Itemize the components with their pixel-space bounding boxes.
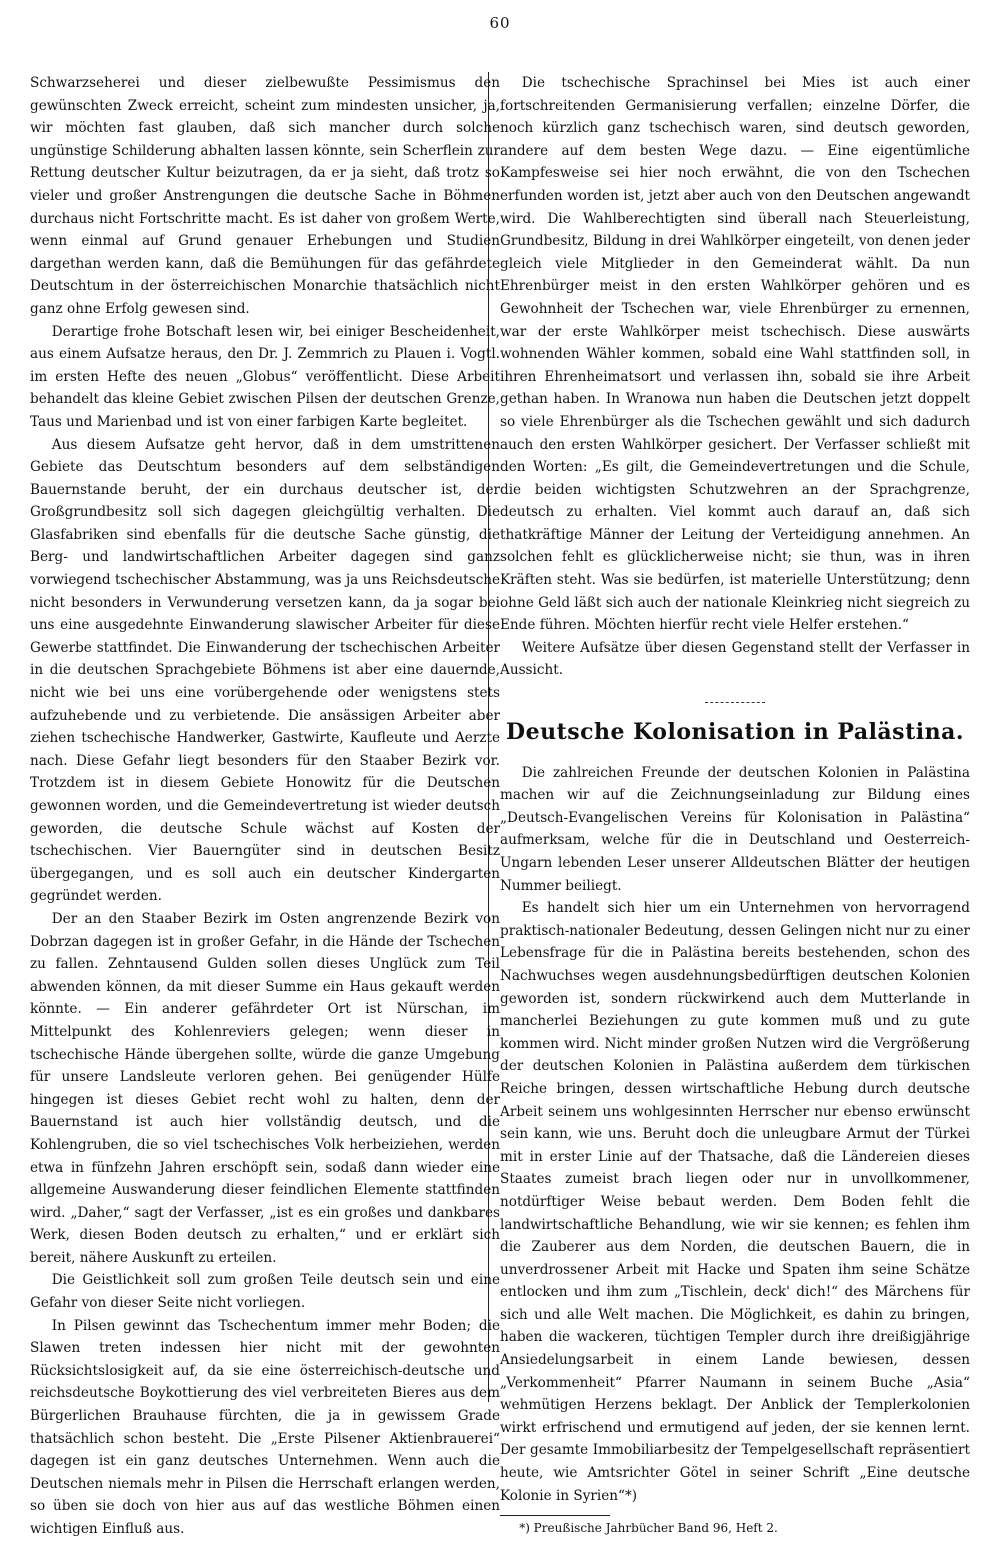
footnote-rule (500, 1515, 610, 1516)
left-paragraph-5: Die Geistlichkeit soll zum großen Teile deutsch sein und eine Gefahr von dieser Seite nicht vorliegen. (30, 1272, 500, 1312)
left-paragraph-6: In Pilsen gewinnt das Tschechentum immer mehr Boden; die Slawen treten indessen hier nicht mit der gewohnten Rücksichtslosigkeit auf, da sie eine österreichisch-deutsche und reichsdeutsche Boykottierung des viel verbreiteten Bieres aus dem Bürgerlichen Brauhause fürchten, die ja in gewissem Grade thatsächlich schon besteht. Die „Erste Pilsener Aktienbrauerei“ dagegen ist ein ganz deutsches Unternehmen. Wenn auch die Deutschen niemals mehr in Pilsen die Herrschaft erlangen werden, so üben sie doch von hier aus auf das westliche Böhmen einen wichtigen Einfluß aus. (30, 1317, 500, 1537)
footnote: *) Preußische Jahrbücher Band 96, Heft 2. (519, 1521, 778, 1536)
right-paragraph-1: Die tschechische Sprachinsel bei Mies ist auch einer fortschreitenden Germanisierung verfallen; einzelne Dörfer, die noch kürzlich ganz tschechisch waren, sind deutsch geworden, andere auf dem besten Wege dazu. — Eine eigentümliche Kampfesweise sei hier noch erwähnt, die von den Tschechen erfunden worden ist, jetzt aber auch von den Deutschen angewandt wird. Die Wahlberechtigten sind überall nach Steuerleistung, Grundbesitz, Bildung in drei Wahlkörper eingeteilt, von denen jeder gleich viele Mitglieder in den Gemeinderat wählt. Da nun Ehrenbürger meist in den ersten Wahlkörper gehören und es Gewohnheit der Tschechen war, viele Ehrenbürger zu ernennen, war der erste Wahlkörper meist tschechisch. Diese auswärts wohnenden Wähler kommen, sobald eine Wahl stattfinden soll, in ihren Ehrenheimatsort und verlassen ihn, sobald sie ihre Arbeit gethan haben. In Wranowa nun haben die Deutschen jetzt doppelt so viele Ehrenbürger als die Tschechen gewählt und sich dadurch auch den ersten Wahlkörper gesichert. Der Verfasser schließt mit den Worten: „Es gilt, die Gemeindevertretungen und die Schule, die beiden wichtigsten Schutzwehren an der Sprachgrenze, deutsch zu erhalten. Viel kommt auch darauf an, daß sich thatkräftige Männer der Leitung der Verteidigung annehmen. An solchen fehlt es glücklicherweise nicht; sie thun, was in ihren Kräften steht. Was sie bedürfen, ist materielle Unterstützung; denn ohne Geld läßt sich auch der nationale Kleinkrieg nicht siegreich zu Ende führen. Möchten hierfür recht viele Helfer erstehen.“ (500, 75, 970, 634)
page-number: 60 (489, 14, 511, 32)
left-column (30, 72, 500, 1541)
right-column (500, 72, 970, 1537)
article-paragraph-1: Die zahlreichen Freunde der deutschen Kolonien in Palästina machen wir auf die Zeichnungseinladung zur Bildung eines „Deutsch-Evangelischen Vereins für Kolonisation in Palästina“ aufmerksam, welche für die in Deutschland und Oesterreich-Ungarn lebenden Leser unserer Alldeutschen Blätter der heutigen Nummer beiliegt. (500, 764, 970, 894)
right-paragraph-2: Weitere Aufsätze über diesen Gegenstand stellt der Verfasser in Aussicht. (500, 639, 970, 679)
left-paragraph-2: Derartige frohe Botschaft lesen wir, bei einiger Bescheidenheit, aus einem Aufsatze heraus, den Dr. J. Zemmrich zu Plauen i. Vogtl. im ersten Hefte des neuen „Globus“ veröffentlicht. Diese Arbeit behandelt das kleine Gebiet zwischen Pilsen der deutschen Grenze, Taus und Marienbad und ist von einer farbigen Karte begleitet. (30, 323, 500, 430)
article-paragraph-2: Es handelt sich hier um ein Unternehmen von hervorragend praktisch-nationaler Bedeutung, dessen Gelingen nicht nur zu einer Lebensfrage für die in Palästina bereits bestehenden, schon des Nachwuchses wegen ausdehnungsbedürftigen deutschen Kolonien geworden ist, sondern rückwirkend auch dem Mutterlande in mancherlei Beziehungen zu gute kommen muß und zu gute kommen wird. Nicht minder großen Nutzen wird die Vergrößerung der deutschen Kolonien in Palästina außerdem dem türkischen Reiche bringen, dessen wirtschaftliche Hebung durch deutsche Arbeit seinem uns wohlgesinnten Herrscher nur ebenso erwünscht sein kann, wie uns. Beruht doch die unleugbare Armut der Türkei mit in erster Linie auf der Thatsache, daß die Ländereien dieses Staates zumeist brach liegen oder nur in unvollkommener, notdürftiger Weise bebaut werden. Dem Boden fehlt die landwirtschaftliche Behandlung, wie wir sie kennen; es fehlen ihm die Zauberer aus dem Norden, die deutschen Bauern, die in unverdrossener Arbeit mit Hacke und Spaten ihm seine Schätze entlocken und ihm zum „Tischlein, deck' dich!“ des Märchens für sich und alle Welt machen. Die Möglichkeit, es dahin zu bringen, haben die wackeren, tüchtigen Templer durch ihre dreißigjährige Ansiedelungsarbeit in einem Lande bewiesen, dessen „Verkommenheit“ Pfarrer Naumann in seinem Buche „Asia“ wehmütigen Herzens beklagt. Der Anblick der Templerkolonien wirkt erfrischend und ermutigend auf jeden, der sie kennen lernt. Der gesamte Immobiliarbesitz der Tempelgesellschaft repräsentiert heute, wie Amtsrichter Götel in seiner Schrift „Eine deutsche Kolonie in Syrien“*) (500, 900, 970, 1504)
left-paragraph-1: Schwarzseherei und dieser zielbewußte Pessimismus den gewünschten Zweck erreicht, scheint zum mindesten unsicher, ja, wir möchten fast glauben, daß sich mancher durch solche ungünstige Schilderung abhalten lassen könnte, sein Scherflein zur Rettung deutscher Kultur beizutragen, da er ja sieht, daß trotz so vieler und großer Anstrengungen die deutsche Sache in Böhmen durchaus nicht Fortschritte macht. Es ist daher von großem Werte, wenn einmal auf Grund genauer Erhebungen und Studien dargethan werden kann, daß die Bemühungen für das gefährdete Deutschtum in der österreichischen Monarchie thatsächlich nicht ganz ohne Erfolg gewesen sind. (30, 75, 500, 317)
left-paragraph-4: Der an den Staaber Bezirk im Osten angrenzende Bezirk von Dobrzan dagegen ist in großer Gefahr, in die Hände der Tschechen zu fallen. Zehntausend Gulden sollen dieses Unglück zum Teil abwenden können, da mit dieser Summe ein Haus gekauft werden könnte. — Ein anderer gefährdeter Ort ist Nürschan, im Mittelpunkt des Kohlenreviers gelegen; wenn dieser in tschechische Hände übergehen sollte, würde die ganze Umgebung für unsere Landsleute verloren gehen. Bei genügender Hülfe hingegen ist dieses Gebiet recht wohl zu halten, denn der Bauernstand ist auch hier vollständig deutsch, und die Kohlengruben, die so viel tschechisches Volk herbeiziehen, werden etwa in fünfzehn Jahren erschöpft sein, sodaß dann wieder eine allgemeine Auswanderung dieser feindlichen Elemente stattfinden wird. „Daher,“ sagt der Verfasser, „ist es ein großes und dankbares Werk, diesen Boden deutsch zu erhalten,“ und er erklärt sich bereit, nähere Auskunft zu erteilen. (30, 910, 500, 1266)
article-title: Deutsche Kolonisation in Palästina. (506, 719, 964, 746)
section-separator (705, 702, 765, 703)
left-paragraph-3: Aus diesem Aufsatze geht hervor, daß in dem umstrittenen Gebiete das Deutschtum besonders auf dem selbständigen Bauernstande beruht, der ein durchaus deutscher ist, der Großgrundbesitz soll sich dagegen gleichgültig verhalten. Die Glasfabriken sind ebenfalls für die deutsche Sache günstig, die Berg- und landwirtschaftlichen Arbeiter dagegen sind ganz vorwiegend tschechischer Abstammung, was ja uns Reichsdeutsche nicht besonders in Verwunderung versetzen kann, da ja sogar bei uns eine ausgedehnte Einwanderung slawischer Arbeiter für diese Gewerbe stattfindet. Die Einwanderung der tschechischen Arbeiter in die deutschen Sprachgebiete Böhmens ist aber eine dauernde, nicht wie bei uns eine vorübergehende oder wenigstens stets aufzuhebende und zu verbietende. Die ansässigen Arbeiter aber ziehen tschechische Handwerker, Gastwirte, Kaufleute und Aerzte nach. Diese Gefahr liegt besonders für den Staaber Bezirk vor. Trotzdem ist in diesem Gebiete Honowitz für die Deutschen gewonnen worden, und die Gemeindevertretung ist wieder deutsch geworden, die deutsche Schule wächst auf Kosten der tschechischen. Vier Bauerngüter sind in deutschen Besitz übergegangen, und es soll auch ein deutscher Kindergarten gegründet werden. (30, 436, 500, 905)
